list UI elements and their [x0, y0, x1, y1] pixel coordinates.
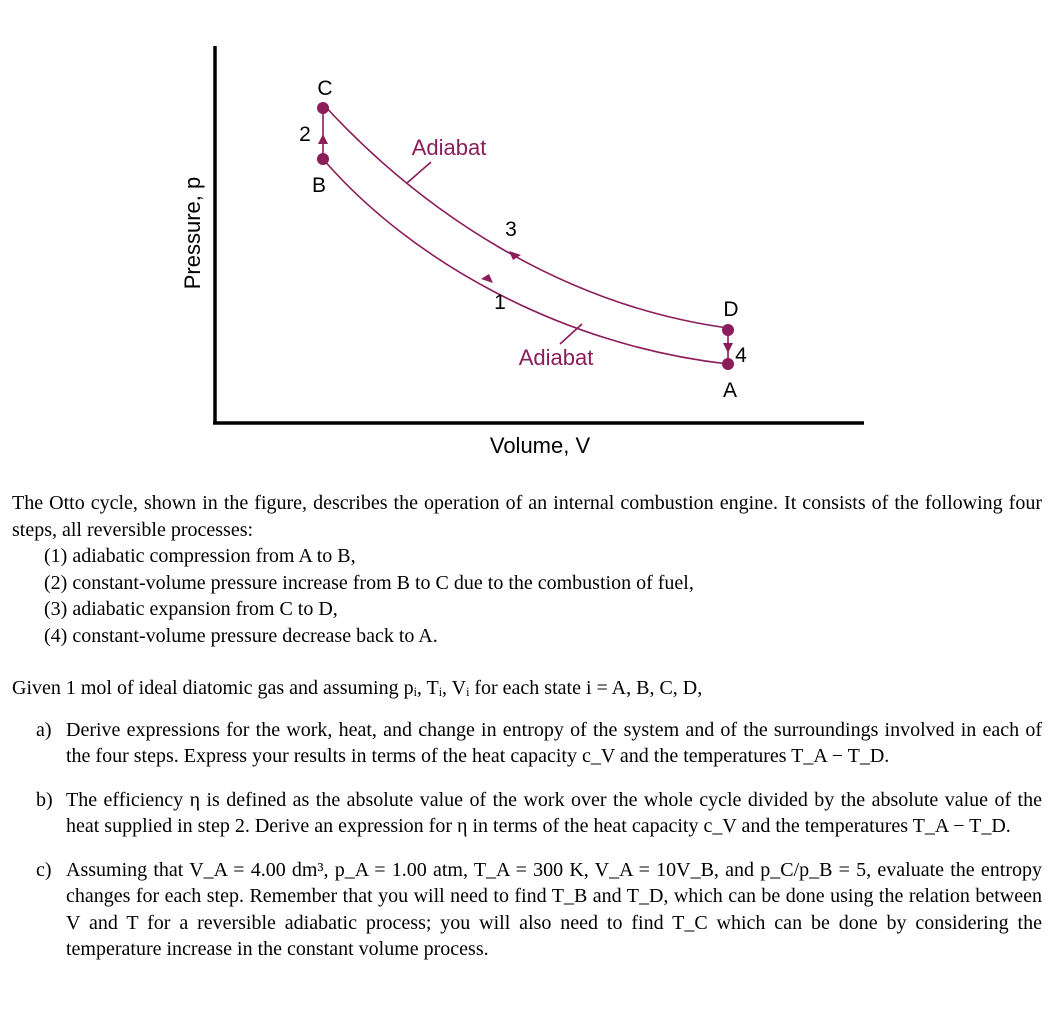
- question-part-a: [36, 717, 1042, 770]
- part-text: Derive expressions for the work, heat, and change in entropy of the system and of the surroundings involved in each of the four steps. Express your results in terms of the heat capacity c_V and the temperatures T_A − T_D.: [66, 718, 1042, 767]
- point-d-label: D: [723, 298, 739, 321]
- point-a-dot: [722, 358, 734, 370]
- problem-intro: The Otto cycle, shown in the figure, describes the operation of an internal combustion engine. It consists of the following four steps, all reversible processes:: [12, 492, 1042, 541]
- point-c-label: C: [317, 77, 333, 100]
- step-2-number: 2: [299, 123, 311, 146]
- point-b-label: B: [311, 174, 327, 197]
- upper-adiabat-curve: [323, 104, 728, 328]
- step-1-arrow: [481, 274, 493, 283]
- step-3-number: 3: [505, 218, 517, 241]
- lower-adiabat-label: Adiabat: [518, 345, 594, 370]
- x-axis-label: Volume, V: [489, 433, 591, 458]
- question-part-b: [36, 787, 1042, 840]
- otto-cycle-figure: [0, 0, 1064, 470]
- part-marker: c): [36, 858, 52, 881]
- part-text: The efficiency η is defined as the absolute value of the work over the whole cycle divided by the absolute value of the heat supplied in step 2. Derive an expression for η in terms of the heat capacity c_V and the temperatures T_A − T_D.: [66, 788, 1042, 837]
- point-a-label: A: [722, 379, 738, 402]
- question-part-c: [36, 857, 1042, 963]
- point-c-dot: [317, 102, 329, 114]
- upper-adiabat-pointer: [407, 162, 431, 183]
- part-text: Assuming that V_A = 4.00 dm³, p_A = 1.00 atm, T_A = 300 K, V_A = 10V_B, and p_C/p_B = 5, evaluate the entropy changes for each step. Remember that you will need to find T_B and T_D, which can be done using the relation between V and T for a reversible adiabatic process; you will also need to find T_C which can be done by considering the temperature increase in the constant volume process.: [66, 858, 1042, 960]
- problem-text: [12, 490, 1042, 980]
- part-marker: b): [36, 788, 53, 811]
- y-axis-label: Pressure, p: [180, 176, 205, 290]
- cycle-step: (2) constant-volume pressure increase from B to C due to the combustion of fuel,: [44, 571, 694, 594]
- upper-adiabat-label: Adiabat: [411, 135, 487, 160]
- question-parts-list: [36, 717, 1042, 963]
- cycle-step: (4) constant-volume pressure decrease back to A.: [44, 624, 438, 647]
- cycle-step: (3) adiabatic expansion from C to D,: [44, 598, 338, 620]
- cycle-step: (1) adiabatic compression from A to B,: [44, 545, 356, 567]
- point-d-dot: [722, 324, 734, 336]
- step-1-number: 1: [494, 291, 506, 314]
- given-statement: Given 1 mol of ideal diatomic gas and assuming pᵢ, Tᵢ, Vᵢ for each state i = A, B, C, D,: [12, 677, 703, 699]
- point-b-dot: [317, 153, 329, 165]
- step-2-arrow: [318, 134, 328, 144]
- step-4-number: 4: [735, 344, 747, 367]
- part-marker: a): [36, 718, 52, 741]
- step-4-arrow: [723, 343, 733, 353]
- cycle-steps-list: [44, 543, 1042, 649]
